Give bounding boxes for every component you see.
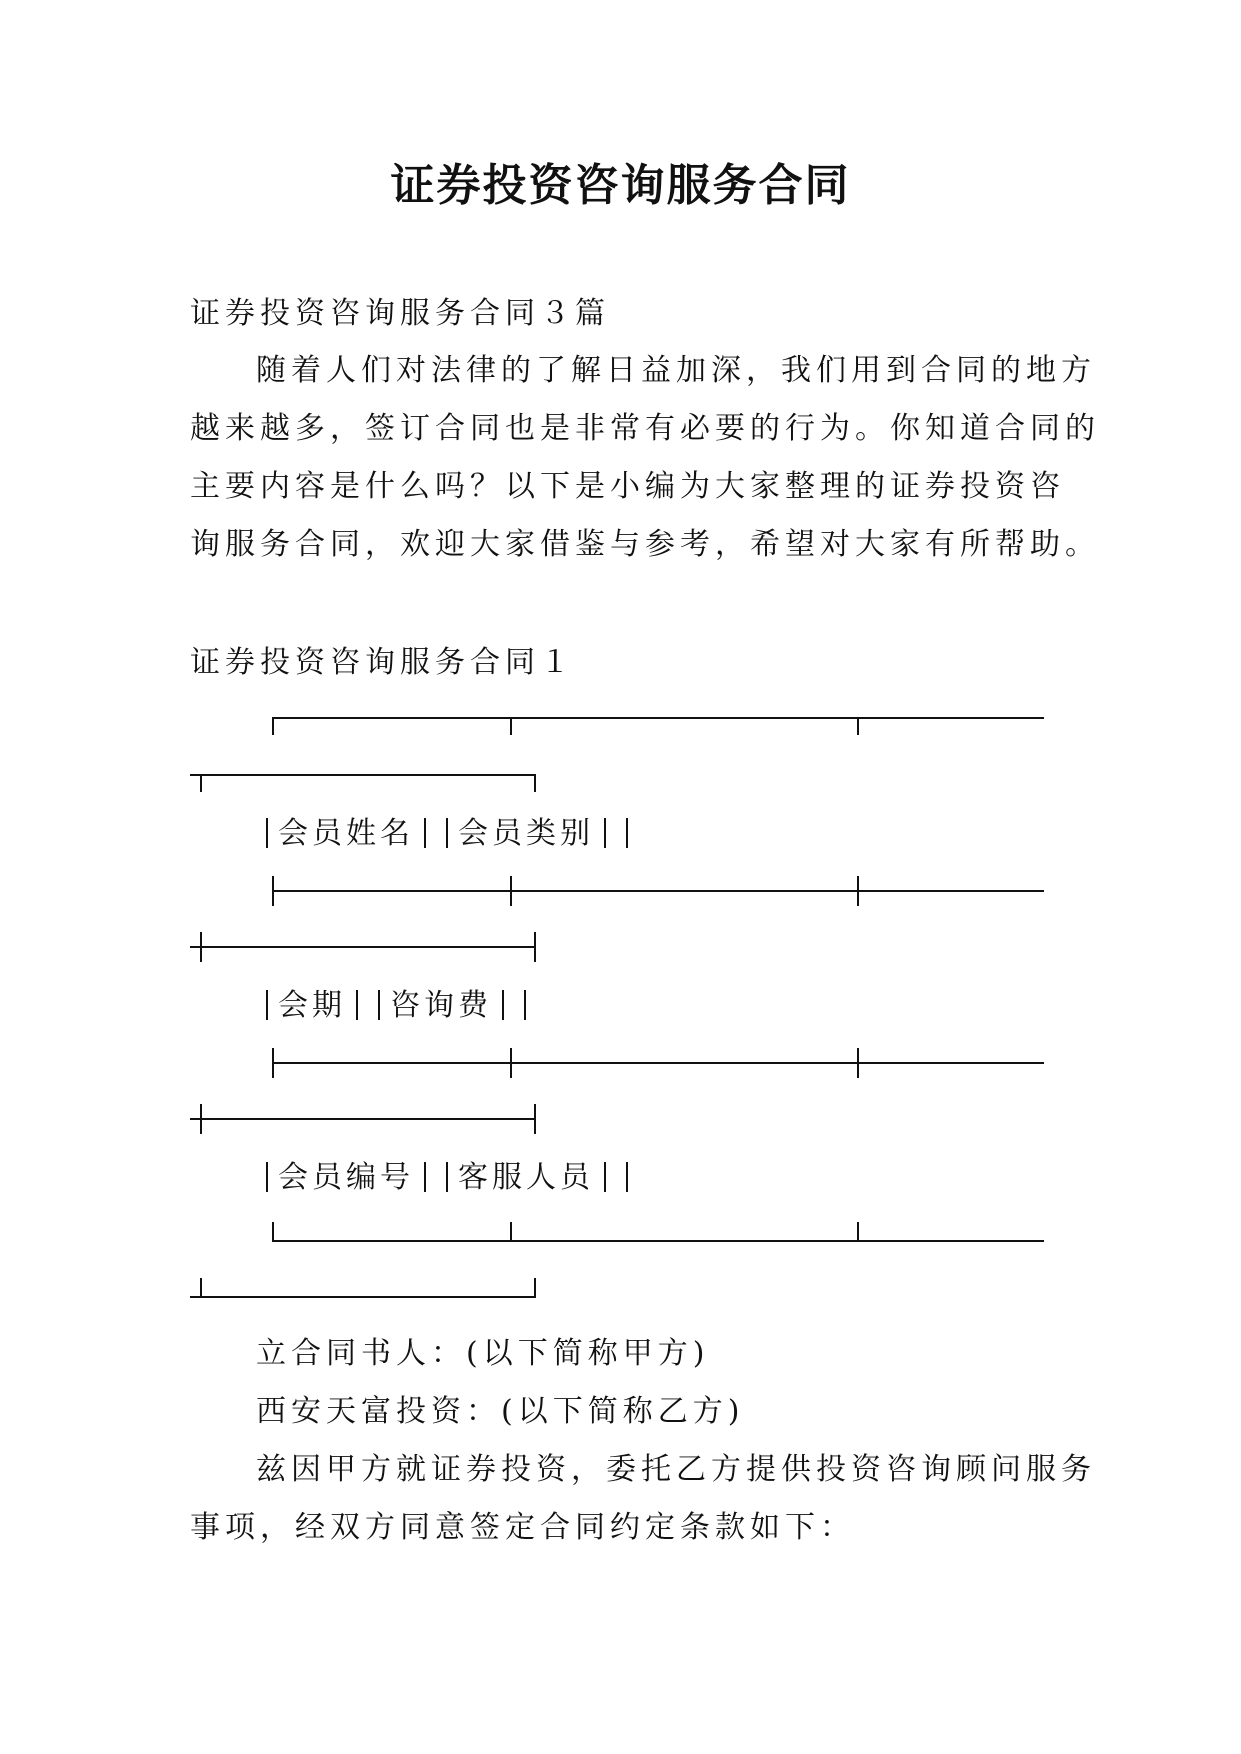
body-line-2: 事项，经双方同意签定合同约定条款如下： xyxy=(190,1510,855,1545)
table-cell-label: 客服人员 xyxy=(458,1160,594,1195)
table-cell-label: 会员姓名 xyxy=(278,816,414,851)
table-cell-label: 会期 xyxy=(278,988,346,1023)
intro-line-3: 主要内容是什么吗？以下是小编为大家整理的证券投资咨 xyxy=(190,469,1065,504)
table-cell-label: 咨询费 xyxy=(390,988,492,1023)
document-title: 证券投资咨询服务合同 xyxy=(390,160,851,211)
table-row xyxy=(256,986,536,1026)
intro-line-1: 随着人们对法律的了解日益加深，我们用到合同的地方 xyxy=(256,353,1096,388)
intro-line-2: 越来越多，签订合同也是非常有必要的行为。你知道合同的 xyxy=(190,411,1100,446)
party-b-line: 西安天富投资：(以下简称乙方) xyxy=(256,1394,745,1429)
table-row xyxy=(256,814,638,854)
document-subtitle: 证券投资咨询服务合同３篇 xyxy=(190,296,610,331)
table-row xyxy=(256,1158,638,1198)
table-cell-label: 会员类别 xyxy=(458,816,594,851)
intro-line-4: 询服务合同，欢迎大家借鉴与参考，希望对大家有所帮助。 xyxy=(190,527,1100,562)
table-cell-label: 会员编号 xyxy=(278,1160,414,1195)
body-line-1: 兹因甲方就证券投资，委托乙方提供投资咨询顾问服务 xyxy=(256,1452,1096,1487)
section-heading: 证券投资咨询服务合同１ xyxy=(190,645,575,680)
party-a-line: 立合同书人：(以下简称甲方) xyxy=(256,1336,710,1371)
